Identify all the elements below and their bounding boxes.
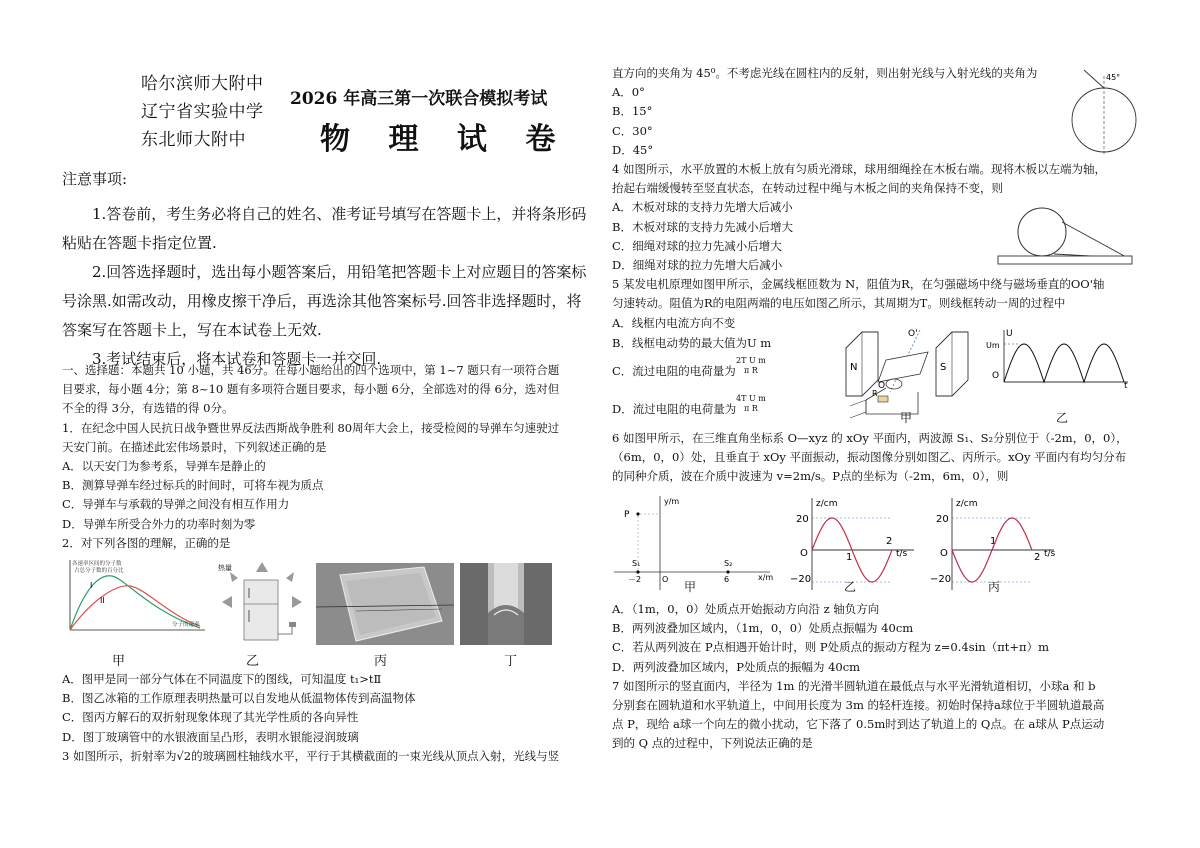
tick-label: 20	[796, 514, 809, 525]
question-stem: 分别套在圆轨道和水平轨道上，中间用长度为 3m 的轻杆连接。初始时保持a球位于半圆轨道最高	[612, 698, 1105, 713]
origin-label: O	[940, 548, 948, 559]
graph-xlabel: t/s	[1044, 549, 1056, 559]
question-stem: 7 如图所示的竖直面内，半径为 1m 的光滑半圆轨道在最低点与水平光滑轨道相切，小球a 和 b	[612, 678, 1096, 693]
option: D．两列波叠加区域内，P处质点的振幅为 40cm	[612, 659, 861, 674]
point-p-label: P	[624, 510, 630, 520]
question-stem: 6 如图甲所示，在三维直角坐标系 O—xyz 的 xOy 平面内，两波源 S₁、S₂分别位于（-2m，0，0），	[612, 431, 1128, 445]
school-name: 辽宁省实验中学	[141, 102, 264, 122]
text-line: 一、选择题：本题共 10 小题，共 46分。在每小题给出的四个选项中，第 1~7 题只有一项符合题	[62, 363, 560, 377]
figure-caption: 乙	[844, 580, 857, 594]
q2-calcite-bing	[316, 563, 454, 645]
option: D．导弹车所受合外力的功率时刻为零	[62, 516, 256, 531]
q3-block	[612, 64, 1106, 333]
q5-fraction-c	[736, 356, 766, 376]
text-line: 不全的得 3分，有选错的得 0分。	[62, 401, 234, 416]
axis-y-label: y/m	[664, 497, 680, 506]
q3-stem-start: 3 如图所示，折射率为√2的玻璃圆柱轴线水平，平行于其横截面的一束光线从顶点入射，光线与竖	[62, 749, 560, 763]
q3-cylinder-figure	[1066, 68, 1146, 160]
axis-o-label: O	[878, 381, 886, 391]
tick-label: 20	[936, 514, 949, 525]
text-line: 目要求，每小题 4分；第 8~10 题有多项符合题目要求，每小题 6分，全部选对的得 6分，选对但	[62, 382, 560, 397]
magnet-n-label: N	[850, 362, 858, 373]
graph-legend-text: 各速率区间的分子数	[72, 561, 122, 567]
rectified-sine-curve	[1004, 344, 1124, 382]
fridge-label: 热量	[218, 564, 232, 572]
notice-heading: 注意事项:	[62, 170, 128, 188]
axis-x-label: x/m	[758, 573, 774, 582]
school-name: 东北师大附中	[141, 130, 246, 150]
question-stem: 2．对下列各图的理解，正确的是	[62, 535, 231, 550]
graph-xlabel: 分子的速率	[172, 622, 200, 628]
figure-caption: 甲	[684, 580, 697, 594]
graph-ylabel: z/cm	[816, 499, 838, 509]
option: D．图丁玻璃管中的水银液面呈凸形，表明水银能浸润玻璃	[62, 729, 359, 744]
exam-title: 2026 年高三第一次联合模拟考试	[290, 89, 548, 109]
q5-option-b	[612, 334, 771, 353]
tick-label: 1	[846, 552, 853, 563]
question-stem: 5 某发电机原理如图甲所示，金属线框匝数为 N，阻值为R，在匀强磁场中绕与磁场垂直的OO'轴	[612, 277, 1105, 292]
q2-options	[62, 670, 415, 747]
notice-item: 2.回答选择题时，选出每小题答案后，用铅笔把答题卡上对应题目的答案标号涂黑.如需改动，用橡皮擦干净后，再选涂其他答案标号.回答非选择题时，将答案写在答题卡上，写在本试卷上无效.	[62, 263, 587, 339]
q2-fridge-yi	[216, 560, 308, 650]
notice-list	[62, 200, 590, 374]
origin-label: O	[800, 548, 808, 559]
question-stem: 天安门前。在描述此宏伟场景时，下列叙述正确的是	[62, 439, 327, 454]
option: B．15°	[612, 104, 653, 119]
tick-label: −20	[930, 574, 952, 585]
fraction-denominator: π R	[744, 404, 758, 413]
section-intro	[62, 361, 559, 553]
notice-item: 3.考试结束后，将本试卷和答题卡一并交回.	[92, 350, 382, 368]
question-stem: 抬起右端缓慢转至竖直状态，在转动过程中绳与木板之间的夹角保持不变，则	[612, 181, 1003, 196]
notice-item: 1.答卷前，考生务必将自己的姓名、准考证号填写在答题卡上，并将条形码粘贴在答题卡指定位置.	[62, 205, 587, 252]
figure-caption: 丙	[988, 580, 1001, 594]
q2-tube-ding	[460, 563, 552, 645]
option: C．导弹车与承载的导弹之间没有相互作用力	[62, 497, 290, 512]
fraction-denominator: π R	[744, 366, 758, 375]
option: D．细绳对球的拉力先增大后减小	[612, 258, 783, 273]
option: B．图乙冰箱的工作原理表明热量可以自发地从低温物体传到高温物体	[62, 691, 416, 706]
question-stem: （6m，0，0）处，且垂直于 xOy 平面振动，振动图像分别如图乙、丙所示。xOy 平面内有均匀分布	[612, 450, 1127, 465]
question-stem: 到的 Q 点的过程中，下列说法正确的是	[612, 736, 813, 751]
curve-label: II	[100, 596, 105, 605]
option: B．木板对球的支持力先减小后增大	[612, 219, 793, 234]
curve-label: I	[90, 581, 93, 590]
graph-ylabel: U	[1006, 329, 1013, 339]
question-stem: 匀速转动。阻值为R的电阻两端的电压如图乙所示，其周期为T。则线框转动一周的过程中	[612, 296, 1066, 311]
q5-option-c	[612, 362, 736, 381]
option: D．流过电阻的电荷量为	[612, 402, 737, 416]
option: A．图甲是同一部分气体在不同温度下的图线，可知温度 t₁>tⅡ	[62, 672, 382, 686]
q5-fraction-d	[736, 394, 766, 414]
graph-ylabel: z/cm	[956, 499, 978, 509]
option: A．以天安门为参考系，导弹车是静止的	[62, 459, 266, 474]
figure-caption: 丙	[374, 654, 388, 669]
figure-caption: 甲	[112, 654, 126, 669]
option: D．45°	[612, 142, 654, 157]
fraction-numerator: 2T U m	[736, 356, 766, 365]
option: C．细绳对球的拉力先减小后增大	[612, 238, 782, 253]
question-stem: 1．在纪念中国人民抗日战争暨世界反法西斯战争胜利 80周年大会上，接受检阅的导弹车匀速驶过	[62, 420, 560, 435]
graph-legend-text: 占总分子数的百分比	[74, 568, 124, 574]
option: B．两列波叠加区域内，（1m，0，0）处质点振幅为 40cm	[612, 621, 914, 636]
school-name: 哈尔滨师大附中	[141, 74, 264, 94]
q5-option-d	[612, 400, 736, 419]
tick-label: 6	[724, 575, 730, 584]
angle-label: 45°	[1106, 73, 1121, 82]
option: B．测算导弹车经过标兵的时间时，可将车视为质点	[62, 478, 324, 493]
question-stem: 直方向的夹角为 45⁰。不考虑光线在圆柱内的反射，则出射光线与入射光线的夹角为	[612, 66, 1038, 80]
option: C．流过电阻的电荷量为	[612, 364, 736, 378]
question-stem: 点 P，现给 a球一个向左的微小扰动，它下落了 0.5m时到达了轨道上的 Q点。在 a球从 P点运动	[612, 717, 1105, 732]
option: A．木板对球的支持力先增大后减小	[612, 200, 793, 215]
graph-xlabel: t	[1124, 381, 1128, 391]
option: B．线框电动势的最大值为U m	[612, 336, 772, 350]
fraction-numerator: 4T U m	[736, 394, 766, 403]
graph-xlabel: t/s	[896, 549, 908, 559]
option: A．0°	[612, 85, 645, 100]
option: C．30°	[612, 123, 653, 138]
figure-caption: 乙	[246, 654, 260, 669]
option: C．若从两列波在 P点相遇开始计时，则 P处质点的振动方程为 z=0.4sin（πt+π）m	[612, 640, 1049, 655]
question-stem: 的同种介质，波在介质中波速为 v=2m/s。P点的坐标为（-2m，6m，0），则	[612, 469, 1009, 484]
origin-label: O	[662, 575, 669, 584]
tick-label: 2	[886, 536, 893, 547]
figure-caption: 甲	[900, 411, 913, 425]
paper-title: 物 理 试 卷	[320, 122, 570, 157]
source-s2-label: S₂	[724, 559, 733, 568]
option: A．线框内电流方向不变	[612, 315, 736, 330]
tick-label: 1	[990, 536, 997, 547]
q6-stem	[612, 429, 1128, 487]
source-s1-label: S₁	[632, 559, 641, 568]
tick-label: －2	[628, 575, 642, 584]
graph-origin: O	[992, 371, 1000, 381]
option: C．图丙方解石的双折射现象体现了其光学性质的各向异性	[62, 710, 359, 725]
question-stem: 4 如图所示，水平放置的木板上放有匀质光滑球，球用细绳拴在木板右端。现将木板以左端为轴，	[612, 162, 1106, 177]
axis-o-top-label: O'	[908, 329, 918, 339]
q5-voltage-graph	[984, 326, 1134, 408]
q6-q7-block	[612, 600, 1104, 754]
magnet-s-label: S	[940, 362, 947, 373]
q4-ball-figure	[996, 200, 1136, 280]
q2-graph-jia	[60, 556, 210, 636]
graph-max-label: Um	[986, 341, 1000, 350]
figure-caption: 丁	[504, 654, 518, 669]
tick-label: 2	[1034, 552, 1041, 563]
option: A．（1m，0，0）处质点开始振动方向沿 z 轴负方向	[612, 602, 880, 616]
figure-caption: 乙	[1056, 411, 1069, 425]
resistor-label: R	[872, 389, 878, 398]
tick-label: −20	[790, 574, 812, 585]
school-list	[141, 70, 264, 154]
